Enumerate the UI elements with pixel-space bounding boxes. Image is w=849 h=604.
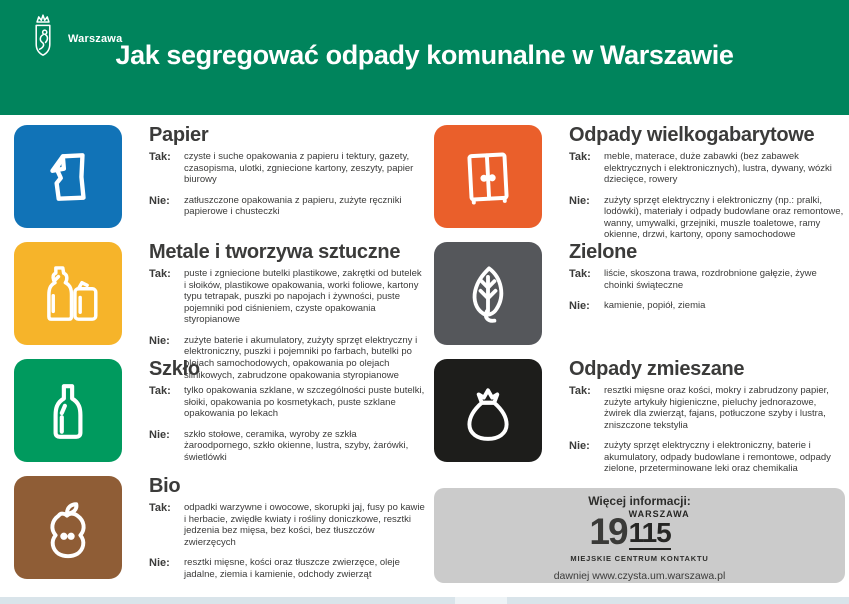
metale-tile bbox=[14, 242, 122, 345]
papier-text-block bbox=[149, 125, 425, 227]
yes-row bbox=[149, 268, 425, 326]
yes-label: Tak: bbox=[149, 151, 171, 163]
yes-text: tylko opakowania szklane, w szczególności puste butelki, słoiki, opakowania po kosmetykach, puste szklane opakowania po lekach bbox=[184, 385, 425, 420]
category-section-papier bbox=[14, 125, 425, 242]
category-section-szklo bbox=[14, 359, 425, 476]
category-title: Odpady zmieszane bbox=[569, 358, 745, 380]
trash-bag-icon bbox=[456, 380, 520, 442]
paper-icon bbox=[36, 146, 100, 208]
yes-label: Tak: bbox=[569, 151, 591, 163]
contact-19115-logo bbox=[589, 510, 689, 550]
category-section-wielkogabarytowe bbox=[434, 125, 845, 242]
info-heading: Więcej informacji: bbox=[588, 493, 691, 508]
yes-row bbox=[149, 502, 425, 548]
category-title: Zielone bbox=[569, 241, 637, 263]
no-row bbox=[149, 195, 425, 218]
no-row bbox=[149, 429, 425, 464]
category-title: Bio bbox=[149, 475, 181, 497]
yes-label: Tak: bbox=[149, 502, 171, 514]
szklo-text-block bbox=[149, 359, 425, 472]
szklo-tile bbox=[14, 359, 122, 462]
yes-row bbox=[149, 385, 425, 420]
category-section-zmieszane bbox=[434, 359, 845, 476]
papier-tile bbox=[14, 125, 122, 228]
no-row bbox=[569, 195, 845, 241]
yes-text: czyste i suche opakowania z papieru i tektury, gazety, czasopisma, ulotki, zgniecione kartony, zeszyty, papier biurowy bbox=[184, 151, 414, 186]
yes-row bbox=[569, 268, 845, 291]
content-grid bbox=[14, 125, 845, 593]
warsaw-logo-label: Warszawa bbox=[68, 33, 123, 45]
wardrobe-icon bbox=[454, 144, 521, 209]
no-label: Nie: bbox=[569, 194, 590, 207]
bottle-can-icon bbox=[32, 261, 104, 327]
no-text: resztki mięsne, kości oraz tłuszcze zwierzęce, oleje jadalne, ziemia i kamienie, odchody zwierząt bbox=[184, 557, 400, 580]
leaf-icon bbox=[456, 262, 520, 326]
no-label: Nie: bbox=[149, 194, 170, 207]
zmieszane-tile bbox=[434, 359, 542, 462]
no-label: Nie: bbox=[149, 334, 170, 347]
category-title: Szkło bbox=[149, 358, 200, 380]
bio-tile bbox=[14, 476, 122, 579]
yes-label: Tak: bbox=[149, 268, 171, 280]
category-section-bio bbox=[14, 476, 425, 593]
window-edge-strip bbox=[0, 595, 849, 604]
contact-city-label: WARSZAWA bbox=[628, 508, 690, 519]
bio-text-block bbox=[149, 476, 425, 589]
yes-text: resztki mięsne oraz kości, mokry i zabrudzony papier, zużyte artykuły higieniczne, pieluchy jednorazowe, żwirek dla zwierząt, fajans, potłuczone szyby i lustra, zniszczone tekstylia bbox=[604, 385, 829, 431]
contact-number-suffix: 115 bbox=[628, 516, 671, 548]
no-label: Nie: bbox=[569, 440, 590, 453]
no-label: Nie: bbox=[149, 557, 170, 570]
yes-label: Tak: bbox=[149, 385, 171, 397]
right-column bbox=[434, 125, 845, 593]
category-section-zielone bbox=[434, 242, 845, 359]
no-row bbox=[569, 300, 845, 313]
no-text: kamienie, popiół, ziemia bbox=[604, 300, 706, 312]
no-text: szkło stołowe, ceramika, wyroby ze szkła żaroodpornego, szkło okienne, lustra, szyby, żarówki, świetlówki bbox=[184, 428, 409, 463]
yes-text: meble, materace, duże zabawki (bez zabawek elektrycznych i elektronicznych), lustra, dywany, wózki dziecięce, rowery bbox=[604, 151, 832, 186]
contact-subtitle: MIEJSKIE CENTRUM KONTAKTU bbox=[570, 553, 709, 563]
yes-text: puste i zgniecione butelki plastikowe, zakrętki od butelek i słoików, plastikowe opakowania, worki foliowe, kartony typu tetrapak, puszki po napojach i żywności, puste pojemniki pod ciśnieniem, czyste opakowania styropianowe bbox=[184, 268, 422, 326]
no-row bbox=[149, 557, 425, 580]
yes-label: Tak: bbox=[569, 268, 591, 280]
no-text: zużyty sprzęt elektryczny i elektroniczny (np.: pralki, lodówki), materiały i odpady budowlane oraz remontowe, wanny, umywalki, grzejniki, muszle toaletowe, ramy okienne, drzwi, kartony, opony samochodowe bbox=[604, 194, 844, 241]
more-info-box bbox=[434, 488, 845, 583]
former-url: dawniej www.czysta.um.warszawa.pl bbox=[553, 569, 726, 582]
no-label: Nie: bbox=[569, 300, 590, 313]
zielone-tile bbox=[434, 242, 542, 345]
category-title: Odpady wielkogabarytowe bbox=[569, 124, 815, 146]
window-edge-light-segment bbox=[455, 597, 507, 604]
yes-text: liście, skoszona trawa, rozdrobnione gałęzie, żywe choinki świąteczne bbox=[604, 268, 817, 291]
header-bar bbox=[0, 0, 849, 115]
yes-row bbox=[569, 385, 845, 431]
glass-bottle-icon bbox=[37, 380, 99, 442]
no-label: Nie: bbox=[149, 428, 170, 441]
category-title: Metale i tworzywa sztuczne bbox=[149, 241, 401, 263]
wielkogabarytowe-tile bbox=[434, 125, 542, 228]
left-column bbox=[14, 125, 425, 593]
no-text: zatłuszczone opakowania z papieru, zużyte ręczniki papierowe i chusteczki bbox=[184, 194, 402, 218]
apple-core-icon bbox=[36, 497, 100, 559]
zielone-text-block bbox=[569, 242, 845, 322]
zmieszane-text-block bbox=[569, 359, 845, 484]
category-title: Papier bbox=[149, 124, 209, 146]
yes-row bbox=[569, 151, 845, 186]
yes-label: Tak: bbox=[569, 385, 591, 397]
yes-row bbox=[149, 151, 425, 186]
no-text: zużyty sprzęt elektryczny i elektroniczny, baterie i akumulatory, odpady budowlane i remontowe, odpady zielone, przeterminowane leki oraz chemikalia bbox=[604, 440, 831, 475]
wielkogabarytowe-text-block bbox=[569, 125, 845, 250]
page-title: Jak segregować odpady komunalne w Warszawie bbox=[115, 40, 734, 70]
no-row bbox=[569, 440, 845, 475]
no-text: zużyte baterie i akumulatory, zużyty sprzęt elektryczny i elektroniczny, puszki i pojemniki po farbach, butelki po olejach samochodowych, opakowania po olejach silnikowych, zabrudzone opakowania styropianowe bbox=[184, 334, 418, 381]
yes-text: odpadki warzywne i owocowe, skorupki jaj, fusy po kawie i herbacie, zwiędłe kwiaty i rośliny doniczkowe, resztki jedzenia bez mięsa, bez kości, bez tłuszczów zwierzęcych bbox=[184, 502, 425, 548]
contact-number-prefix: 19 bbox=[589, 510, 627, 552]
